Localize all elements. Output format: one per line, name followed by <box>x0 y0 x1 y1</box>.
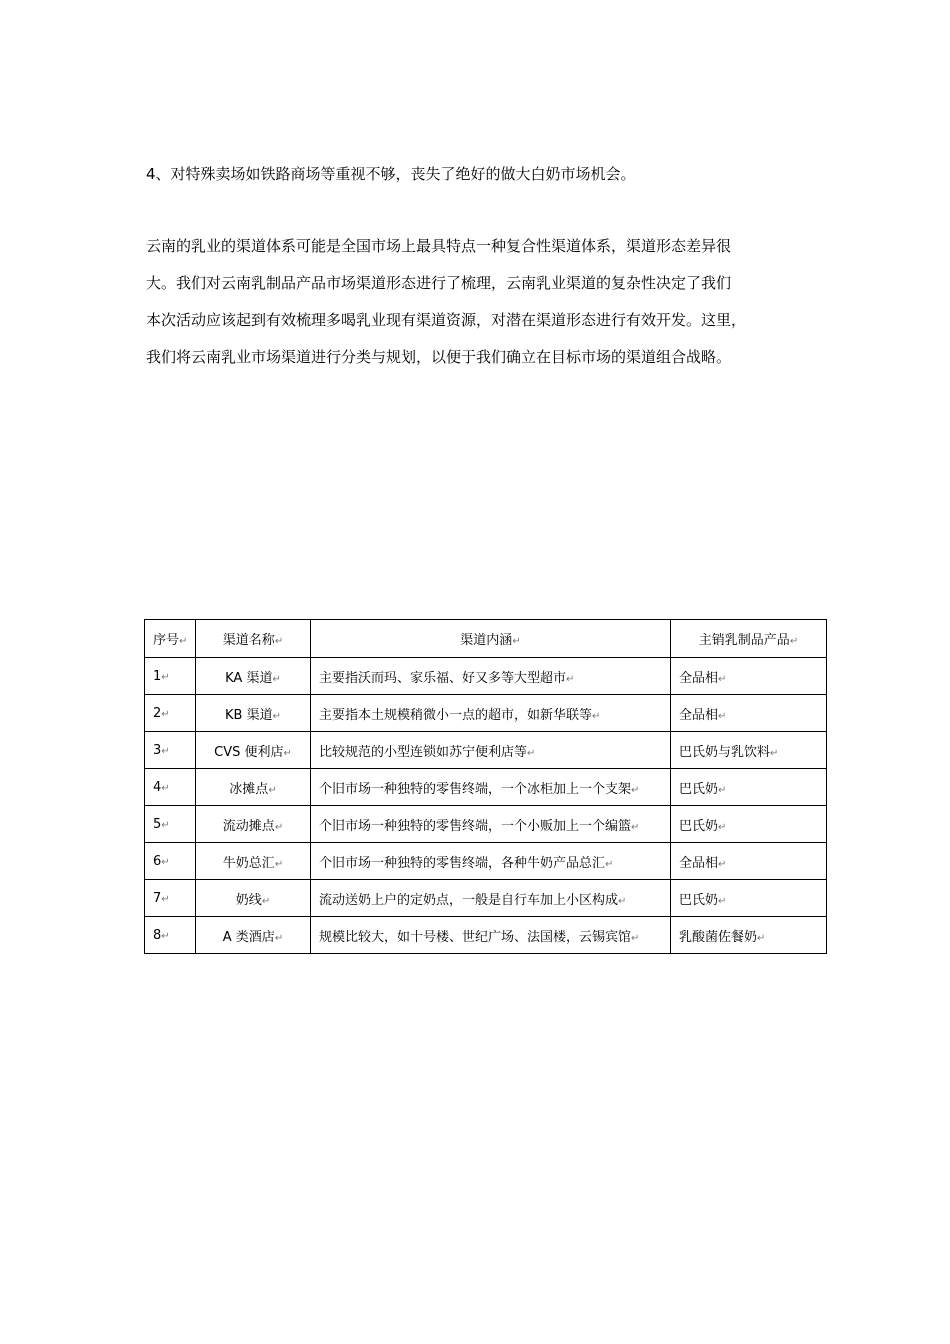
cell-mark: ↵ <box>274 636 284 647</box>
table-row <box>145 695 827 732</box>
cell-mark: ↵ <box>161 708 170 720</box>
channel-description-cell <box>311 917 671 954</box>
cell-mark: ↵ <box>631 821 640 833</box>
index-cell <box>145 695 196 732</box>
table-body <box>145 658 827 954</box>
index-text: 8 <box>153 927 162 943</box>
channel-name-cell <box>196 880 311 917</box>
table-row <box>145 769 827 806</box>
channel-description-cell <box>311 843 671 880</box>
index-text: 5 <box>153 816 162 832</box>
main-product-text: 巴氏奶 <box>679 781 719 797</box>
header-channel-description-text: 渠道内涵 <box>460 633 513 648</box>
main-product-text: 巴氏奶 <box>679 818 719 834</box>
channel-name-text: 奶线 <box>235 892 262 908</box>
index-text: 1 <box>153 668 162 684</box>
cell-mark: ↵ <box>161 745 170 757</box>
channel-description-text: 个旧市场一种独特的零售终端，一个小贩加上一个编篮 <box>319 818 632 834</box>
channel-table <box>144 619 827 954</box>
cell-mark: ↵ <box>283 747 292 759</box>
cell-mark: ↵ <box>161 893 170 905</box>
table-row <box>145 843 827 880</box>
channel-description-cell <box>311 732 671 769</box>
cell-mark: ↵ <box>757 932 766 944</box>
cell-mark: ↵ <box>789 636 799 647</box>
table-row <box>145 880 827 917</box>
cell-mark: ↵ <box>566 673 575 685</box>
main-product-cell <box>671 843 827 880</box>
cell-mark: ↵ <box>272 673 281 685</box>
channel-name-text: 牛奶总汇 <box>222 855 275 871</box>
channel-description-text: 规模比较大，如十号楼、世纪广场、法国楼，云锡宾馆 <box>319 929 632 945</box>
cell-mark: ↵ <box>718 784 727 796</box>
cell-mark: ↵ <box>527 747 536 759</box>
index-cell <box>145 880 196 917</box>
cell-mark: ↵ <box>261 895 271 907</box>
channel-name-cell <box>196 769 311 806</box>
paragraph-line: 我们将云南乳业市场渠道进行分类与规划，以便于我们确立在目标市场的渠道组合战略。 <box>146 348 732 366</box>
channel-name-cell <box>196 917 311 954</box>
main-product-text: 全品相 <box>679 670 719 686</box>
channel-description-cell <box>311 658 671 695</box>
header-index-text: 序号 <box>153 633 180 648</box>
index-cell <box>145 732 196 769</box>
header-index <box>145 620 196 658</box>
cell-mark: ↵ <box>274 932 284 944</box>
table-row <box>145 917 827 954</box>
main-product-cell <box>671 806 827 843</box>
index-text: 4 <box>153 779 162 795</box>
channel-name-text: CVS 便利店 <box>214 744 284 760</box>
main-product-cell <box>671 695 827 732</box>
point-4-text <box>146 167 816 182</box>
cell-mark: ↵ <box>161 930 170 942</box>
index-cell <box>145 769 196 806</box>
main-product-text: 巴氏奶 <box>679 892 719 908</box>
cell-mark: ↵ <box>718 673 727 685</box>
cell-mark: ↵ <box>274 858 284 870</box>
index-text: 2 <box>153 705 162 721</box>
channel-description-cell <box>311 695 671 732</box>
index-text: 3 <box>153 742 162 758</box>
channel-name-text: KB 渠道 <box>225 707 273 723</box>
cell-mark: ↵ <box>718 858 727 870</box>
header-channel-description <box>311 620 671 658</box>
cell-mark: ↵ <box>631 784 640 796</box>
channel-name-cell <box>196 806 311 843</box>
table-row <box>145 806 827 843</box>
table-header-row <box>145 620 827 658</box>
point-4-line: 4、对特殊卖场如铁路商场等重视不够，丧失了绝好的做大白奶市场机会。 <box>146 165 636 183</box>
cell-mark: ↵ <box>274 821 284 833</box>
header-channel-name <box>196 620 311 658</box>
cell-mark: ↵ <box>718 821 727 833</box>
paragraph-line: 大。我们对云南乳制品产品市场渠道形态进行了梳理，云南乳业渠道的复杂性决定了我们 <box>146 274 732 292</box>
cell-mark: ↵ <box>618 895 627 907</box>
index-cell <box>145 843 196 880</box>
cell-mark: ↵ <box>718 710 727 722</box>
cell-mark: ↵ <box>268 784 277 796</box>
index-text: 6 <box>153 853 162 869</box>
main-product-cell <box>671 658 827 695</box>
header-main-product-text: 主销乳制品产品 <box>698 633 790 648</box>
main-product-text: 乳酸菌佐餐奶 <box>679 929 758 945</box>
channel-name-cell <box>196 695 311 732</box>
main-product-cell <box>671 917 827 954</box>
cell-mark: ↵ <box>272 710 281 722</box>
channel-intro-paragraph <box>146 239 816 387</box>
channel-description-text: 个旧市场一种独特的零售终端，各种牛奶产品总汇 <box>319 855 606 871</box>
cell-mark: ↵ <box>161 856 170 868</box>
main-product-cell <box>671 880 827 917</box>
cell-mark: ↵ <box>161 782 170 794</box>
header-channel-name-text: 渠道名称 <box>222 633 275 648</box>
index-cell <box>145 917 196 954</box>
cell-mark: ↵ <box>718 895 727 907</box>
channel-name-text: 冰摊点 <box>229 781 269 797</box>
main-product-cell <box>671 732 827 769</box>
channel-description-cell <box>311 806 671 843</box>
index-text: 7 <box>153 890 162 906</box>
cell-mark: ↵ <box>179 636 188 647</box>
table-row <box>145 732 827 769</box>
index-cell <box>145 658 196 695</box>
channel-name-text: KA 渠道 <box>225 670 273 686</box>
cell-mark: ↵ <box>161 819 170 831</box>
channel-name-text: A 类酒店 <box>222 929 275 945</box>
cell-mark: ↵ <box>512 636 521 647</box>
main-product-cell <box>671 769 827 806</box>
channel-description-text: 主要指沃而玛、家乐福、好又多等大型超市 <box>319 670 567 686</box>
channel-description-text: 比较规范的小型连锁如苏宁便利店等 <box>319 744 528 760</box>
table-row <box>145 658 827 695</box>
channel-description-text: 个旧市场一种独特的零售终端，一个冰柜加上一个支架 <box>319 781 632 797</box>
channel-name-cell <box>196 843 311 880</box>
main-product-text: 全品相 <box>679 855 719 871</box>
cell-mark: ↵ <box>770 747 779 759</box>
paragraph-line: 本次活动应该起到有效梳理多喝乳业现有渠道资源，对潜在渠道形态进行有效开发。这里， <box>146 311 747 329</box>
channel-description-text: 流动送奶上户的定奶点，一般是自行车加上小区构成 <box>319 892 619 908</box>
channel-description-text: 主要指本土规模稍微小一点的超市，如新华联等 <box>319 707 593 723</box>
cell-mark: ↵ <box>161 671 170 683</box>
paragraph-line: 云南的乳业的渠道体系可能是全国市场上最具特点一种复合性渠道体系，渠道形态差异很 <box>146 237 732 255</box>
index-cell <box>145 806 196 843</box>
header-main-product <box>671 620 827 658</box>
cell-mark: ↵ <box>605 858 614 870</box>
main-product-text: 全品相 <box>679 707 719 723</box>
cell-mark: ↵ <box>631 932 640 944</box>
channel-description-cell <box>311 880 671 917</box>
channel-description-cell <box>311 769 671 806</box>
channel-name-cell <box>196 658 311 695</box>
channel-name-cell <box>196 732 311 769</box>
cell-mark: ↵ <box>592 710 601 722</box>
main-product-text: 巴氏奶与乳饮料 <box>679 744 771 760</box>
channel-name-text: 流动摊点 <box>222 818 275 834</box>
